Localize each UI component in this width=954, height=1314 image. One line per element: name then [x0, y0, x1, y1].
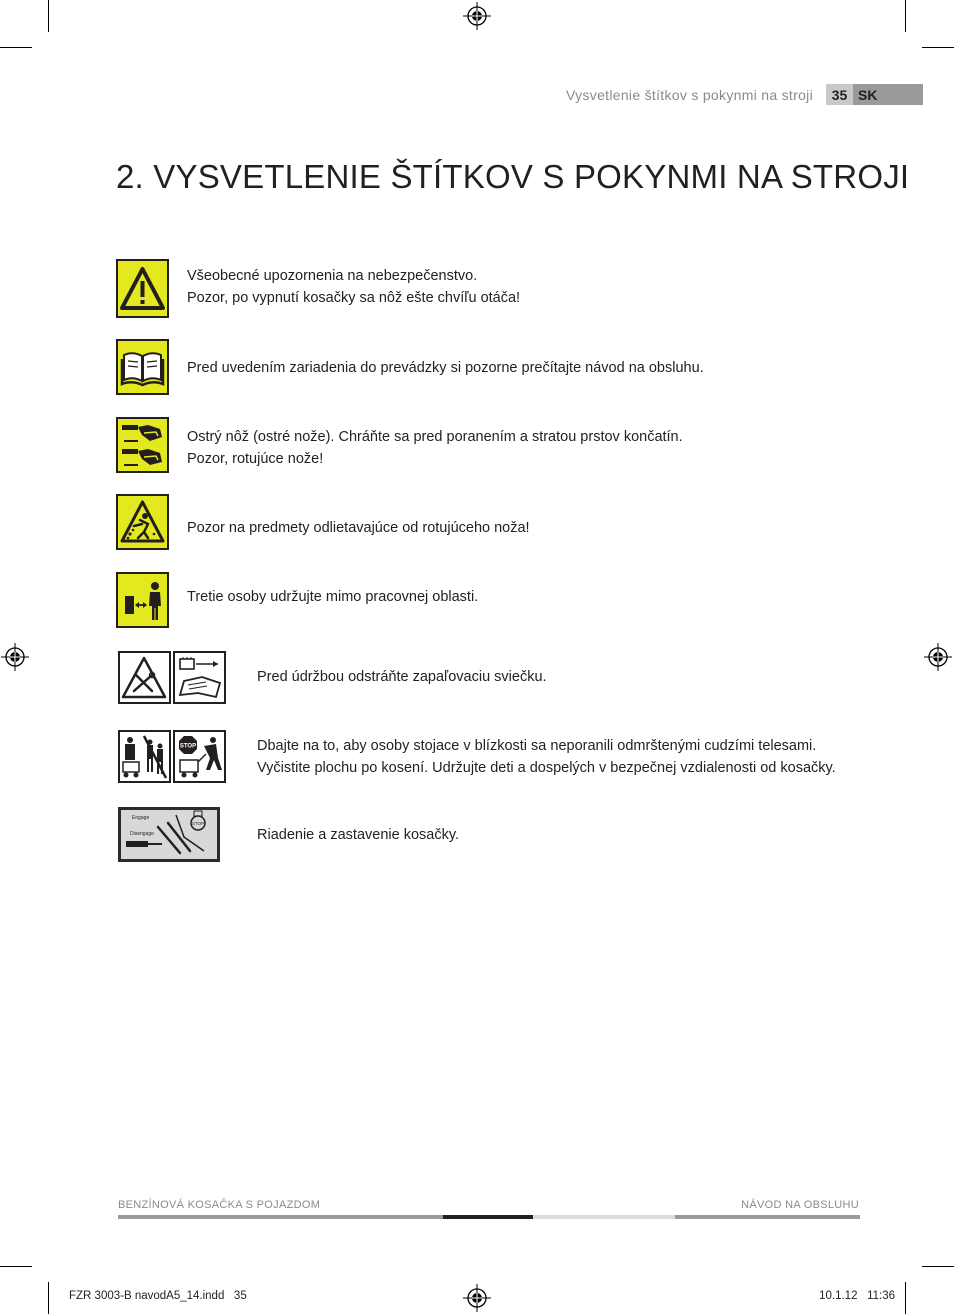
row-text-keep-distance: [187, 586, 478, 608]
row-text-bystanders: [257, 735, 836, 779]
control-engage-label: Engage: [132, 815, 150, 821]
stop-sign-text: STOP: [179, 743, 197, 750]
control-disengage-label: Disengage: [130, 831, 154, 837]
warning-triangle-icon: [116, 259, 169, 318]
registration-mark-icon: [1, 643, 29, 671]
footer-left: BENZÍNOVÁ KOSAČKA S POJAZDOM: [118, 1199, 321, 1211]
footer-bar-segment: [443, 1215, 533, 1219]
manual-book-icon: [116, 339, 169, 395]
language-code: SK: [853, 84, 923, 105]
row-text-spark-plug: [257, 666, 547, 688]
footer-bar-segment: [675, 1215, 860, 1219]
sharp-blade-hand-icon: [116, 417, 169, 473]
crop-mark: [0, 47, 32, 48]
crop-mark: [922, 1266, 954, 1267]
row-line: Všeobecné upozornenia na nebezpečenstvo.: [187, 268, 478, 284]
row-line: Pred uvedením zariadenia do prevádzky si pozorne prečítajte návod na obsluhu.: [187, 360, 704, 376]
row-line: Vyčistite plochu po kosení. Udržujte deti a dospelých v bezpečnej vzdialenosti od kosačky.: [257, 760, 836, 776]
footer-right: NÁVOD NA OBSLUHU: [741, 1199, 859, 1211]
remove-spark-plug-icon: [118, 651, 227, 704]
crop-mark: [905, 0, 906, 32]
flying-objects-icon: [116, 494, 169, 550]
keep-distance-icon: [116, 572, 169, 628]
page-number-box: [826, 84, 923, 105]
footer-bar-segment: [118, 1215, 443, 1219]
row-line: Pozor, rotujúce nože!: [187, 451, 324, 467]
row-line: Pozor na predmety odlietavajúce od rotujúceho noža!: [187, 520, 530, 536]
crop-mark: [48, 0, 49, 32]
registration-mark-icon: [924, 643, 952, 671]
slug-date: 10.1.12 11:36: [819, 1290, 895, 1302]
row-text-blade-control: [257, 824, 459, 846]
blade-control-icon: [118, 807, 220, 862]
row-text-flying-objects: [187, 517, 530, 539]
row-line: Pred údržbou odstráňte zapaľovaciu sviečku.: [257, 669, 547, 685]
slug-file: FZR 3003-B navodA5_14.indd 35: [69, 1290, 247, 1302]
bystanders-stop-icon: [118, 730, 227, 783]
crop-mark: [48, 1282, 49, 1314]
control-stop-label: STOP: [191, 821, 205, 826]
row-line: Riadenie a zastavenie kosačky.: [257, 827, 460, 843]
page-title: 2. VYSVETLENIE ŠTÍTKOV S POKYNMI NA STROJI: [116, 158, 910, 195]
row-text-manual: [187, 357, 704, 379]
crop-mark: [905, 1282, 906, 1314]
crop-mark: [0, 1266, 32, 1267]
row-line: Ostrý nôž (ostré nože). Chráňte sa pred poranením a stratou prstov končatín.: [187, 429, 683, 445]
registration-mark-icon: [463, 2, 491, 30]
registration-mark-icon: [463, 1284, 491, 1312]
row-text-sharp-blade: [187, 426, 683, 470]
row-text-general-warning: [187, 265, 520, 309]
row-line: Dbajte na to, aby osoby stojace v blízkosti sa neporanili odmrštenými cudzími telesami.: [257, 738, 817, 754]
running-head: Vysvetlenie štítkov s pokynmi na stroji: [566, 87, 813, 103]
crop-mark: [922, 47, 954, 48]
footer-bar-segment: [533, 1215, 675, 1219]
row-line: Pozor, po vypnutí kosačky sa nôž ešte chvíľu otáča!: [187, 290, 521, 306]
row-line: Tretie osoby udržujte mimo pracovnej oblasti.: [187, 589, 479, 605]
page-number: 35: [826, 84, 853, 105]
